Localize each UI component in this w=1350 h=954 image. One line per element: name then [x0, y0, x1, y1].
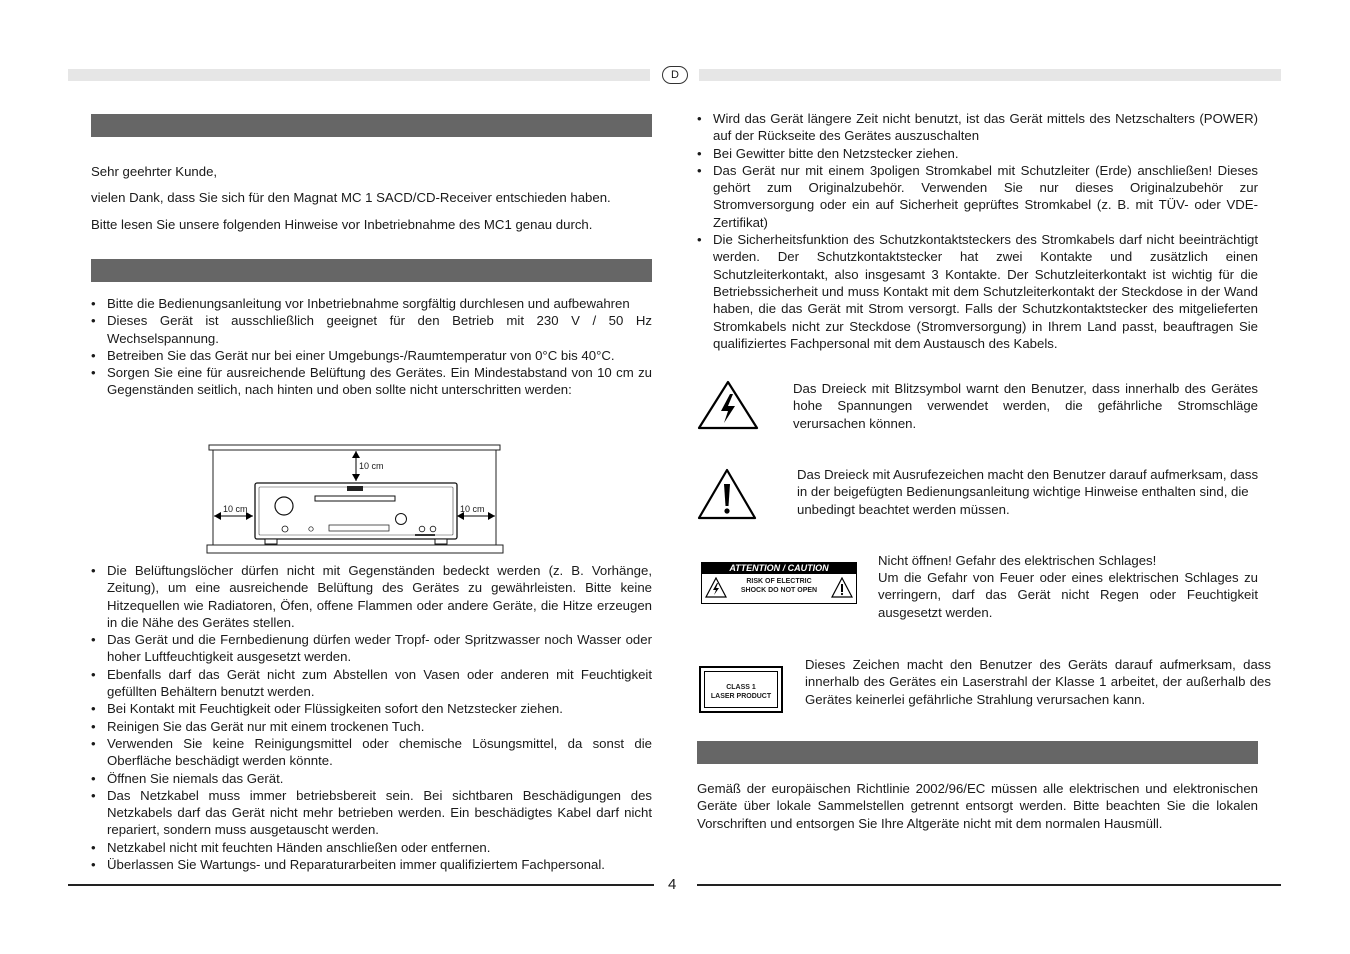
- footer-line-left: [68, 884, 654, 886]
- header-bar-right: [699, 69, 1281, 81]
- list-item: • Bitte die Bedienungsanleitung vor Inbetriebnahme sorgfältig durchlesen und aufbewahren: [91, 295, 652, 312]
- caution-text-1: Nicht öffnen! Gefahr des elektrischen Schlages!: [878, 553, 1157, 568]
- language-badge: D: [662, 66, 688, 84]
- list-item: • Bei Kontakt mit Feuchtigkeit oder Flüssigkeiten sofort den Netzstecker ziehen.: [91, 700, 652, 717]
- list-item: • Reinigen Sie das Gerät nur mit einem trockenen Tuch.: [91, 718, 652, 735]
- list-item: • Das Netzkabel muss immer betriebsbereit sein. Bei sichtbaren Beschädigungen des Netzkabels darf das Gerät nicht mehr betrieben werden. Ein beschädigtes Kabel darf nicht repariert, sondern muss ausgetauscht werden.: [91, 787, 652, 839]
- list-item: • Verwenden Sie keine Reinigungsmittel oder chemische Lösungsmittel, da sonst die Oberfläche beschädigt werden könnte.: [91, 735, 652, 770]
- list-item: • Bei Gewitter bitte den Netzstecker ziehen.: [697, 145, 1258, 162]
- safety-list-2: [91, 562, 652, 873]
- list-item: • Ebenfalls darf das Gerät nicht zum Abstellen von Vasen oder anderen mit Feuchtigkeit gefüllten Behältern benutzt werden.: [91, 666, 652, 701]
- footer-line-right: [697, 884, 1281, 886]
- list-item: • Sorgen Sie eine für ausreichende Belüftung des Gerätes. Ein Mindestabstand von 10 cm zu Gegenständen seitlich, nach hinten und oben sollte nicht unterschritten werden:: [91, 364, 652, 399]
- disposal-text: Gemäß der europäischen Richtlinie 2002/96/EC müssen alle elektrischen und elektronischen Geräte über lokale Sammelstellen getrennt entsorgt werden. Bitte beachten Sie die lokalen Vorschriften und entsorgen Sie Ihre Altgeräte nicht mit dem normalen Hausmüll.: [697, 781, 1258, 831]
- list-item: • Netzkabel nicht mit feuchten Händen anschließen oder entfernen.: [91, 839, 652, 856]
- lightning-warning-icon: [697, 380, 759, 435]
- page-number: 4: [668, 876, 677, 893]
- figure-label-top: 10 cm: [359, 461, 384, 471]
- caution-text-2: Um die Gefahr von Feuer oder eines elektrischen Schlages zu verringern, darf das Gerät nicht Regen oder Feuchtigkeit ausgesetzt werden.: [878, 570, 1258, 620]
- list-item: • Das Gerät nur mit einem 3poligen Stromkabel mit Schutzleiter (Erde) anschließen! Dieses gehört zum Originalzubehör. Verwenden Sie nur dieses Originalzubehör zur Stromversorgung oder ein auf Sicherheit geprüftes Stromkabel (z. B. mit TÜV- oder VDE-Zertifikat): [697, 162, 1258, 231]
- list-item: • Dieses Gerät ist ausschließlich geeignet für den Betrieb mit 230 V / 50 Hz Wechselspannung.: [91, 312, 652, 347]
- caution-exclamation-icon: [831, 577, 853, 599]
- exclamation-text: Das Dreieck mit Ausrufezeichen macht den Benutzer darauf aufmerksam, dass in der beigefügten Bedienungsanleitung wichtige Hinweise enthalten sind, die unbedingt beachtet werden müssen.: [797, 467, 1259, 517]
- list-item: • Die Sicherheitsfunktion des Schutzkontaktsteckers des Stromkabels darf nicht beeinträchtigt werden. Der Schutzkontaktstecker hat zwei Kontakte und zusätzlich einen Schutzleiterkontakt, also insgesamt 3 Kontakte. Der Schutzleiterkontakt ist wichtig für die Betriebssicherheit und muss Kontakt mit dem Schutzleiterkontakt der Steckdose in der Wand haben, die das Gerät mit Strom versorgt. Falls der Schutzkontaktstecker des mitgelieferten Stromkabels nicht zur Steckdose (Stromversorgung) in Ihrem Land passt, beauftragen Sie qualifiziertes Fachpersonal mit dem Austausch des Kabels.: [697, 231, 1258, 352]
- list-item: • Die Belüftungslöcher dürfen nicht mit Gegenständen bedeckt werden (z. B. Vorhänge, Zeitung), um eine ausreichende Belüftung des Gerätes zu gewährleisten. Bitte keine Hitzequellen wie Radiatoren, Öfen, offene Flammen oder andere Geräte, die Hitze erzeugen in die Nähe des Gerätes stellen.: [91, 562, 652, 631]
- section-bar-disposal: [697, 741, 1258, 764]
- ventilation-figure: [205, 443, 505, 555]
- safety-list-1: [91, 295, 652, 399]
- caution-label-head: ATTENTION / CAUTION: [702, 563, 856, 574]
- section-bar-safety: [91, 259, 652, 282]
- thanks-text: vielen Dank, dass Sie sich für den Magnat MC 1 SACD/CD-Receiver entschieden haben.: [91, 190, 611, 205]
- list-item: • Das Gerät und die Fernbedienung dürfen weder Tropf- oder Spritzwasser noch Wasser oder hoher Luftfeuchtigkeit ausgesetzt werden.: [91, 631, 652, 666]
- laser-label-line2: LASER PRODUCT: [710, 693, 772, 700]
- greeting-text: Sehr geehrter Kunde,: [91, 164, 218, 179]
- caution-lightning-icon: [705, 577, 727, 599]
- caution-label: [701, 562, 857, 604]
- figure-label-right: 10 cm: [460, 504, 485, 514]
- list-item: • Betreiben Sie das Gerät nur bei einer Umgebungs-/Raumtemperatur von 0°C bis 40°C.: [91, 347, 652, 364]
- ventilation-diagram: [205, 443, 505, 555]
- caution-label-line1: RISK OF ELECTRIC: [746, 578, 812, 585]
- list-item: • Öffnen Sie niemals das Gerät.: [91, 770, 652, 787]
- list-item: • Wird das Gerät längere Zeit nicht benutzt, ist das Gerät mittels des Netzschalters (POWER) auf der Rückseite des Gerätes auszuschalten: [697, 110, 1258, 145]
- lightning-text: Das Dreieck mit Blitzsymbol warnt den Benutzer, dass innerhalb des Gerätes hohe Spannungen verwendet werden, die gefährliche Stromschläge verursachen können.: [793, 381, 1258, 431]
- please-read-text: Bitte lesen Sie unsere folgenden Hinweise vor Inbetriebnahme des MC1 genau durch.: [91, 217, 593, 232]
- laser-label-inner: [704, 671, 778, 708]
- list-item: • Überlassen Sie Wartungs- und Reparaturarbeiten immer qualifiziertem Fachpersonal.: [91, 856, 652, 873]
- caution-label-line2: SHOCK DO NOT OPEN: [740, 587, 818, 594]
- exclamation-warning-icon: [697, 468, 757, 525]
- safety-list-3: [697, 110, 1258, 352]
- laser-class-label: [699, 666, 783, 713]
- figure-label-left: 10 cm: [223, 504, 248, 514]
- header-bar-left: [68, 69, 650, 81]
- section-bar-intro: [91, 114, 652, 137]
- laser-label-line1: CLASS 1: [726, 684, 756, 691]
- laser-text: Dieses Zeichen macht den Benutzer des Geräts darauf aufmerksam, dass innerhalb des Gerätes ein Laserstrahl der Klasse 1 arbeitet, der außerhalb des Gerätes keinerlei gefährliche Strahlung verursachen kann.: [805, 657, 1271, 707]
